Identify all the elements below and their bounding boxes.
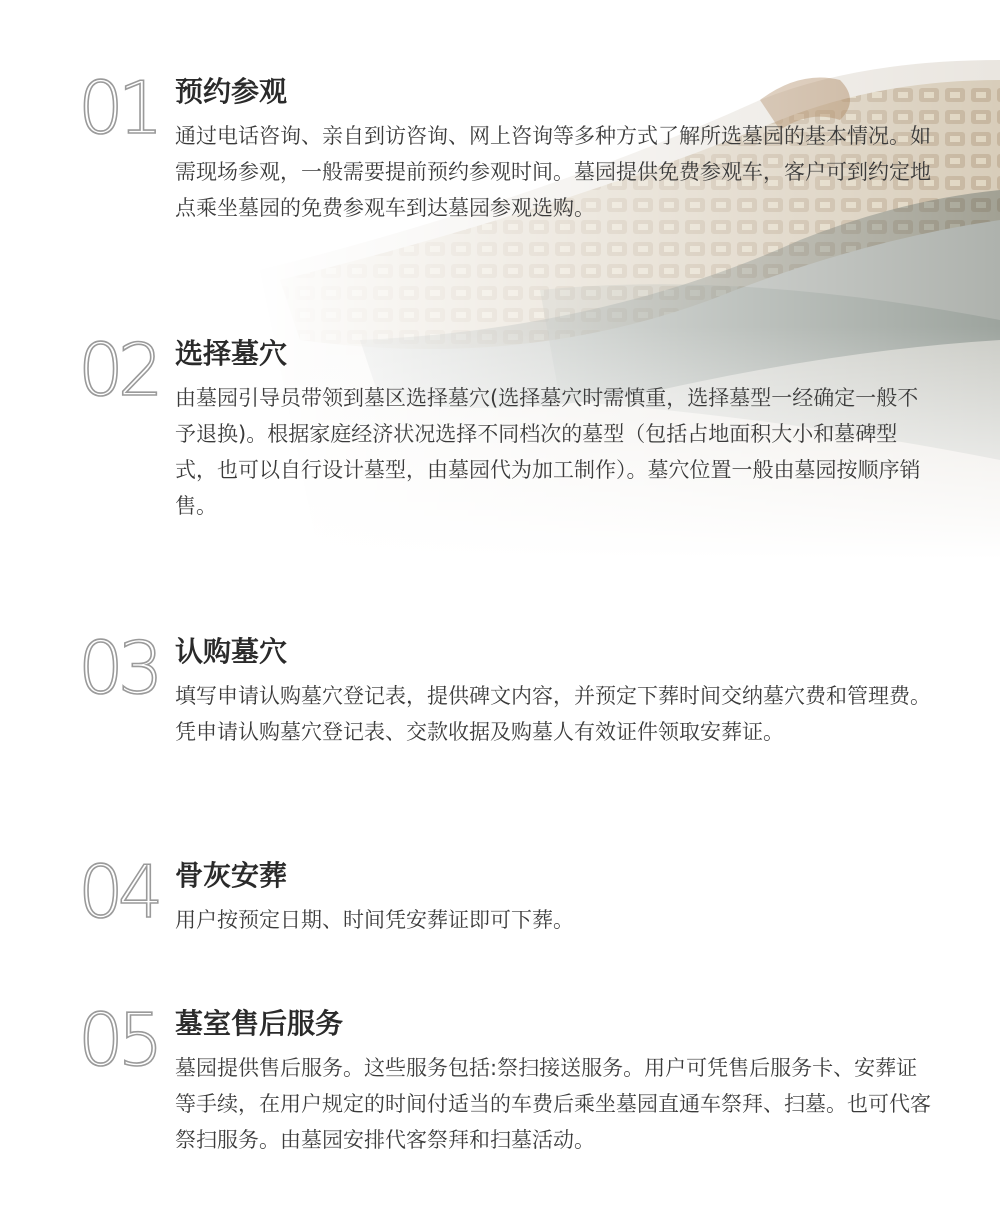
step-title: 选择墓穴 <box>175 337 288 370</box>
step-description: 填写申请认购墓穴登记表，提供碑文内容，并预定下葬时间交纳墓穴费和管理费。凭申请认购墓穴登记表、交款收据及购墓人有效证件领取安葬证。 <box>175 684 931 744</box>
step-title: 墓室售后服务 <box>175 1007 344 1040</box>
step-number: 04 <box>78 850 158 934</box>
step-number: 05 <box>78 998 158 1082</box>
step-description: 由墓园引导员带领到墓区选择墓穴(选择墓穴时需慎重，选择墓型一经确定一般不予退换)。根据家庭经济状况选择不同档次的墓型（包括占地面积大小和墓碑型式，也可以自行设计墓型，由墓园代为加工制作）。墓穴位置一般由墓园按顺序销售。 <box>175 386 921 518</box>
step-number: 01 <box>78 66 158 150</box>
step-description: 用户按预定日期、时间凭安葬证即可下葬。 <box>175 908 574 932</box>
step-number: 02 <box>78 328 158 412</box>
step-title: 骨灰安葬 <box>175 859 288 892</box>
step-title: 预约参观 <box>175 75 288 108</box>
step-description: 通过电话咨询、亲自到访咨询、网上咨询等多种方式了解所选墓园的基本情况。如需现场参观，一般需要提前预约参观时间。墓园提供免费参观车，客户可到约定地点乘坐墓园的免费参观车到达墓园参观选购。 <box>175 124 931 220</box>
step-description: 墓园提供售后服务。这些服务包括:祭扫接送服务。用户可凭售后服务卡、安葬证等手续，在用户规定的时间付适当的车费后乘坐墓园直通车祭拜、扫墓。也可代客祭扫服务。由墓园安排代客祭拜和扫墓活动。 <box>175 1056 931 1152</box>
step-number: 03 <box>78 626 158 710</box>
step-title: 认购墓穴 <box>175 635 288 668</box>
